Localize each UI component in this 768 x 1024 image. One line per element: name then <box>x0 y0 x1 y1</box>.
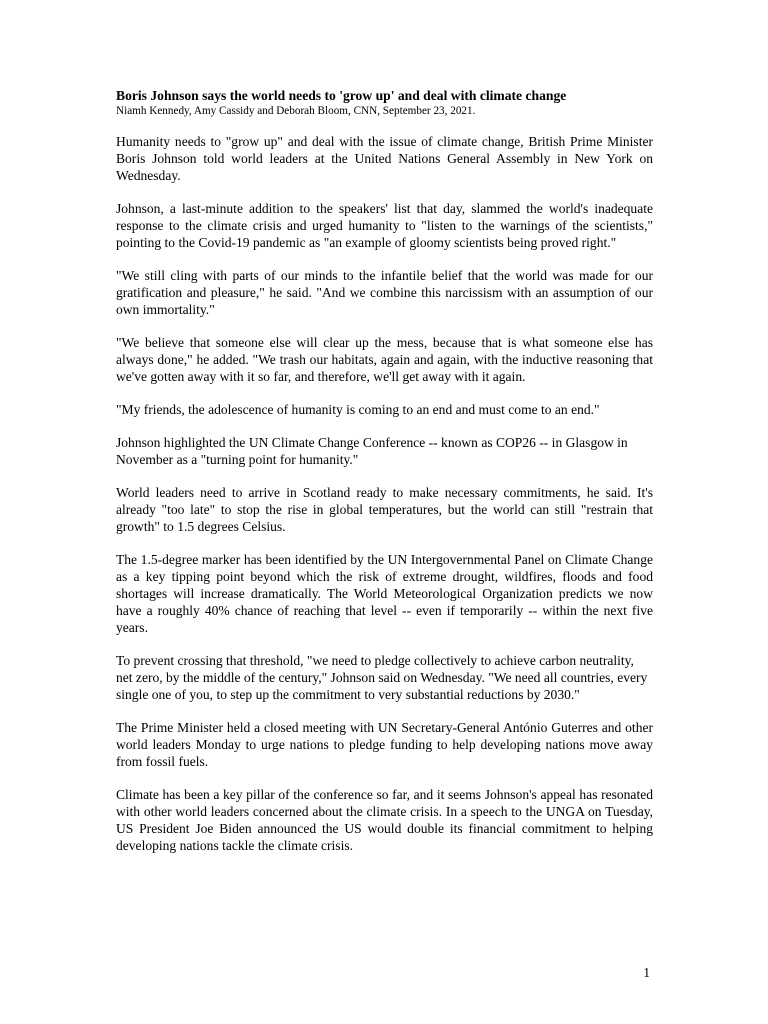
page-number: 1 <box>643 965 650 980</box>
paragraph-5: "My friends, the adolescence of humanity is coming to an end and must come to an end." <box>116 402 600 417</box>
paragraph-1: Humanity needs to "grow up" and deal with the issue of climate change, British Prime Minister Boris Johnson told world leaders at the United Nations General Assembly in New York on Wednesday. <box>116 134 653 183</box>
article-byline: Niamh Kennedy, Amy Cassidy and Deborah Bloom, CNN, September 23, 2021. <box>116 105 476 117</box>
paragraph-8: The 1.5-degree marker has been identified by the UN Intergovernmental Panel on Climate Change as a key tipping point beyond which the risk of extreme drought, wildfires, floods and food shortages will increase dramatically. The World Meteorological Organization predicts we now have a roughly 40% chance of reaching that level -- even if temporarily -- within the next five years. <box>116 552 653 635</box>
paragraph-7: World leaders need to arrive in Scotland ready to make necessary commitments, he said. It's already "too late" to stop the rise in global temperatures, but the world can still "restrain that growth" to 1.5 degrees Celsius. <box>116 485 653 534</box>
paragraph-3: "We still cling with parts of our minds to the infantile belief that the world was made for our gratification and pleasure," he said. "And we combine this narcissism with an assumption of our own immortality." <box>116 268 653 317</box>
document-page <box>116 88 653 870</box>
paragraph-2: Johnson, a last-minute addition to the speakers' list that day, slammed the world's inadequate response to the climate crisis and urged humanity to "listen to the warnings of the scientists," pointing to the Covid-19 pandemic as "an example of gloomy scientists being proved right." <box>116 201 653 250</box>
paragraph-10: The Prime Minister held a closed meeting with UN Secretary-General António Guterres and other world leaders Monday to urge nations to pledge funding to help developing nations move away from fossil fuels. <box>116 720 653 769</box>
paragraph-11: Climate has been a key pillar of the conference so far, and it seems Johnson's appeal has resonated with other world leaders concerned about the climate crisis. In a speech to the UNGA on Tuesday, US President Joe Biden announced the US would double its financial commitment to helping developing nations tackle the climate crisis. <box>116 787 653 853</box>
paragraph-6: Johnson highlighted the UN Climate Change Conference -- known as COP26 -- in Glasgow in November as a "turning point for humanity." <box>116 435 628 467</box>
paragraph-4: "We believe that someone else will clear up the mess, because that is what someone else has always done," he added. "We trash our habitats, again and again, with the inductive reasoning that we've gotten away with it so far, and therefore, we'll get away with it again. <box>116 335 653 384</box>
paragraph-9: To prevent crossing that threshold, "we need to pledge collectively to achieve carbon neutrality, net zero, by the middle of the century," Johnson said on Wednesday. "We need all countries, every single one of you, to step up the commitment to very substantial reductions by 2030." <box>116 653 648 702</box>
article-title: Boris Johnson says the world needs to 'grow up' and deal with climate change <box>116 88 567 103</box>
